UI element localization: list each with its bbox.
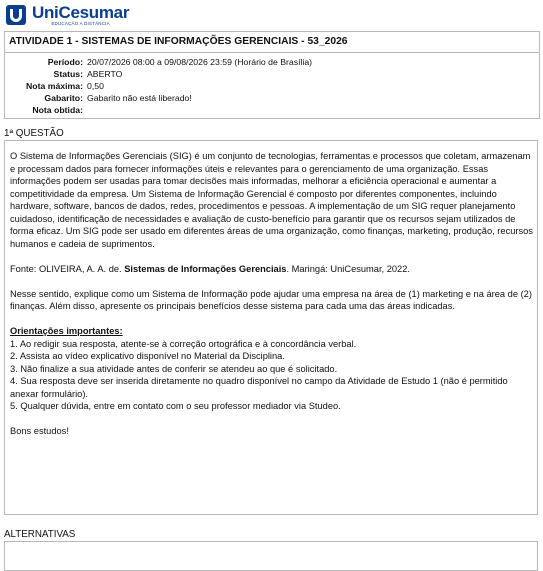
period-label: Período: xyxy=(47,57,83,67)
answer-box[interactable] xyxy=(4,541,538,571)
orientation-item: 5. Qualquer dúvida, entre em contato com o seu professor mediador via Studeo. xyxy=(10,401,341,411)
question-source: Fonte: OLIVEIRA, A. A. de. Sistemas de Informações Gerenciais. Maringá: UniCesumar, 2022. xyxy=(10,263,410,274)
closing-text: Bons estudos! xyxy=(10,426,69,436)
question-label: 1ª QUESTÃO xyxy=(4,128,64,139)
question-paragraph: O Sistema de Informações Gerenciais (SIG) é um conjunto de tecnologias, ferramentas e processos que coletam, armazenam e processam dados para fornecer informações úteis e relevantes para o gerenciamento de uma organização. Essas informações podem ser usadas para tomar decisões mais informadas, melhorar a eficiência operacional e aumentar a competitividade da empresa. Um Sistema de Informação Gerencial é composto por diferentes componentes, incluindo hardware, software, bancos de dados, redes, procedimentos e pessoas. A implementação de um SIG requer planejamento cuidadoso, identificação de necessidades e avaliação de custo-benefício para garantir que os recursos sejam utilizados de forma eficaz. Um SIG pode ser usado em diferentes áreas de uma organização, como finanças, marketing, produção, recursos humanos e cadeia de suprimentos. xyxy=(10,151,533,249)
logo-title: UniCesumar xyxy=(32,3,130,22)
info-row-status xyxy=(5,69,539,80)
alternatives-label: ALTERNATIVAS xyxy=(4,529,76,540)
unicesumar-logo xyxy=(5,4,129,28)
answer-key-label: Gabarito: xyxy=(44,93,83,103)
question-box xyxy=(4,140,538,515)
info-row-max-grade xyxy=(5,81,539,92)
activity-box xyxy=(4,31,540,119)
source-book-title: Sistemas de Informações Gerenciais xyxy=(124,263,287,274)
orientation-item: 2. Assista ao vídeo explicativo disponível no Material da Disciplina. xyxy=(10,351,285,361)
info-row-grade-obtained xyxy=(5,105,539,116)
period-value: 20/07/2026 08:00 a 09/08/2026 23:59 (Horário de Brasília) xyxy=(87,57,313,67)
max-grade-label: Nota máxima: xyxy=(26,81,83,91)
max-grade-value: 0,50 xyxy=(87,81,104,91)
orientation-item: 4. Sua resposta deve ser inserida diretamente no quadro disponível no campo da Atividade de Estudo 1 (não é permitido anexar formulário). xyxy=(10,376,508,399)
question-text xyxy=(10,150,534,438)
info-row-answer-key xyxy=(5,93,539,104)
status-value: ABERTO xyxy=(87,69,123,79)
info-row-period xyxy=(5,57,539,68)
orientations-title: Orientações importantes: xyxy=(10,326,123,336)
answer-key-value: Gabarito não está liberado! xyxy=(87,93,192,103)
question-prompt: Nesse sentido, explique como um Sistema de Informação pode ajudar uma empresa na área de (1) marketing e na área de (2) finanças. Além disso, apresente os principais benefícios desse sistema para cada uma das áreas indicadas. xyxy=(10,288,532,311)
unicesumar-mark-icon xyxy=(5,4,27,26)
orientation-item: 3. Não finalize a sua atividade antes de conferir se atendeu ao que é solicitado. xyxy=(10,363,338,374)
orientation-item: 1. Ao redigir sua resposta, atente-se à correção ortográfica e à concordância verbal. xyxy=(10,338,357,349)
activity-title: ATIVIDADE 1 - SISTEMAS DE INFORMAÇÕES GERENCIAIS - 53_2026 xyxy=(5,32,539,53)
status-label: Status: xyxy=(53,69,83,79)
logo-subtitle: EDUCAÇÃO A DISTÂNCIA xyxy=(51,21,110,26)
grade-obtained-label: Nota obtida: xyxy=(32,105,83,115)
